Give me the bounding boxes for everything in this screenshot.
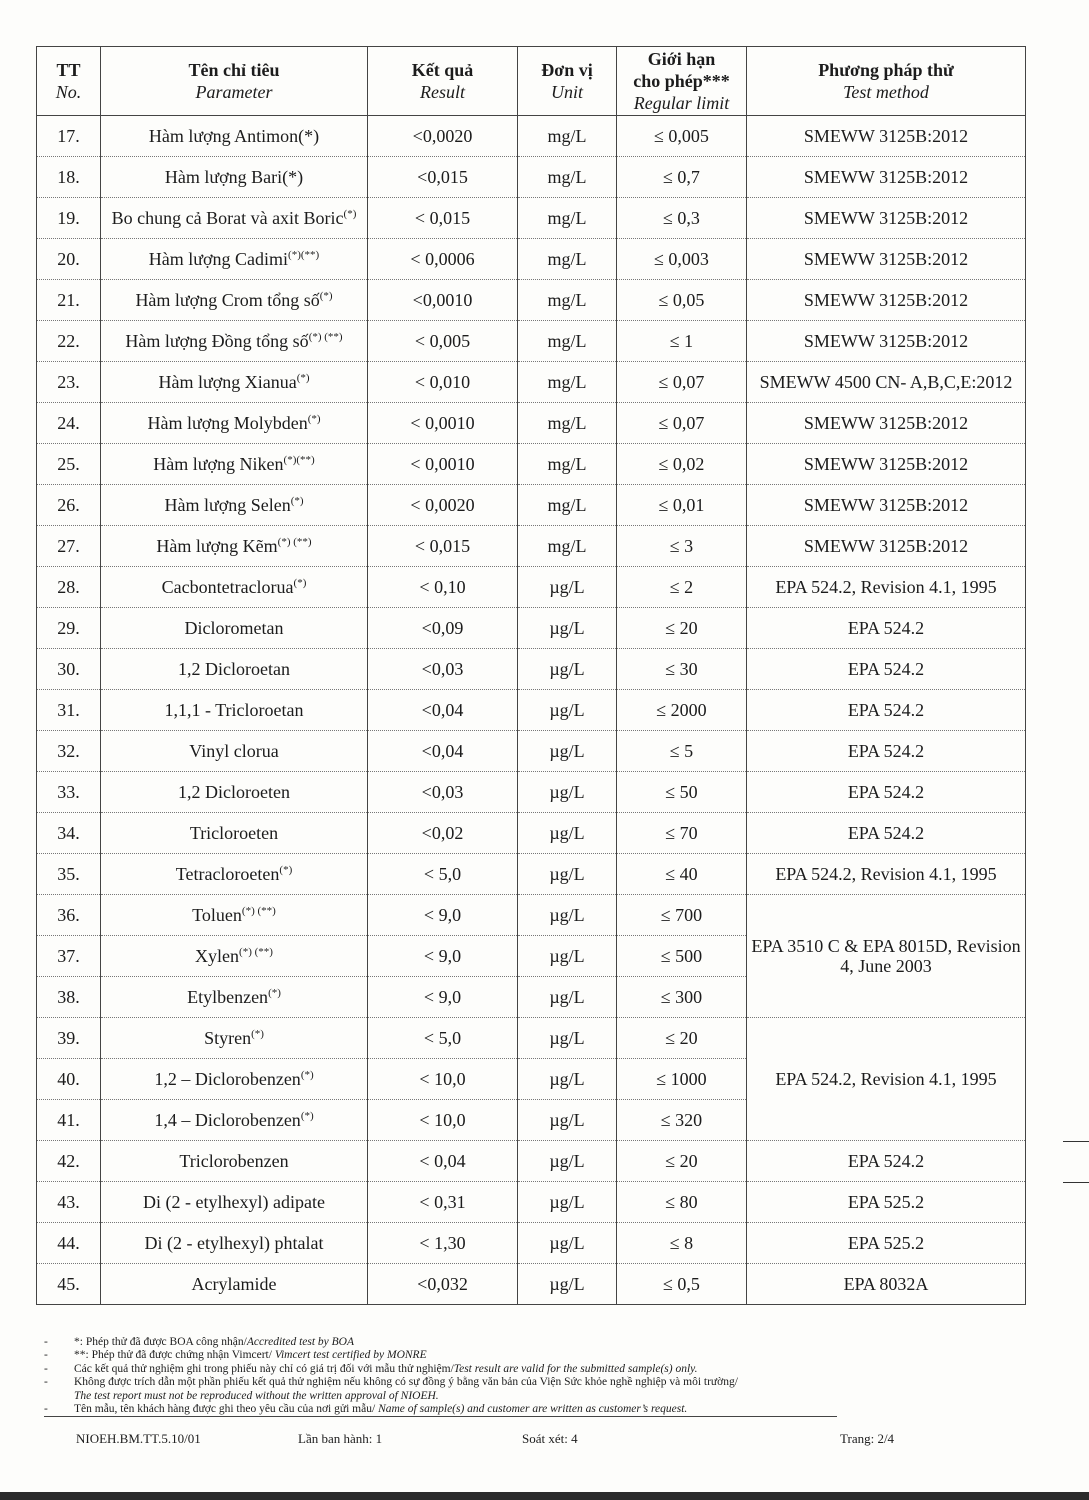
table-row [37, 362, 1026, 403]
regular-limit: ≤ 2000 [617, 690, 747, 731]
unit: mg/L [518, 485, 617, 526]
regular-limit: ≤ 8 [617, 1223, 747, 1264]
row-number: 37. [37, 936, 101, 977]
regular-limit: ≤ 40 [617, 854, 747, 895]
regular-limit: ≤ 0,01 [617, 485, 747, 526]
result-value: < 9,0 [368, 895, 518, 936]
regular-limit: ≤ 20 [617, 608, 747, 649]
footnote-marker: (*) [296, 372, 310, 384]
unit: µg/L [518, 1141, 617, 1182]
review-number: Soát xét: 4 [522, 1431, 578, 1446]
page-number: Trang: 2/4 [840, 1431, 895, 1446]
parameter-name [101, 116, 368, 157]
regular-limit: ≤ 0,7 [617, 157, 747, 198]
parameter-label: Hàm lượng Selen [164, 495, 291, 515]
test-method: EPA 524.2 [747, 731, 1026, 772]
regular-limit: ≤ 20 [617, 1141, 747, 1182]
table-row [37, 731, 1026, 772]
test-method: EPA 524.2 [747, 608, 1026, 649]
parameter-label: Hàm lượng Bari(*) [164, 167, 304, 187]
parameter-name [101, 198, 368, 239]
test-method: SMEWW 4500 CN- A,B,C,E:2012 [747, 362, 1026, 403]
table-row [37, 485, 1026, 526]
header-parameter: Tên chỉ tiêu Parameter [101, 47, 368, 116]
footnote-marker: (*)(**) [283, 454, 315, 466]
result-value: <0,04 [368, 731, 518, 772]
note-vimcert: - **: Phép thử đã được chứng nhận Vimcert/ Vimcert test certified by MONRE [44, 1349, 427, 1362]
unit: mg/L [518, 116, 617, 157]
row-number: 42. [37, 1141, 101, 1182]
header-limit: Giới hạn cho phép*** Regular limit [617, 47, 747, 116]
unit: µg/L [518, 1264, 617, 1305]
row-number: 24. [37, 403, 101, 444]
row-number: 36. [37, 895, 101, 936]
table-row [37, 1141, 1026, 1182]
result-value: < 0,31 [368, 1182, 518, 1223]
unit: mg/L [518, 280, 617, 321]
result-value: < 0,015 [368, 198, 518, 239]
unit: µg/L [518, 895, 617, 936]
parameter-name [101, 567, 368, 608]
parameter-label: Diclorometan [184, 618, 284, 638]
parameter-name [101, 977, 368, 1018]
row-number: 38. [37, 977, 101, 1018]
test-method: SMEWW 3125B:2012 [747, 157, 1026, 198]
row-number: 44. [37, 1223, 101, 1264]
parameter-label: Hàm lượng Xianua [158, 372, 297, 392]
result-value: < 5,0 [368, 854, 518, 895]
row-number: 35. [37, 854, 101, 895]
row-number: 21. [37, 280, 101, 321]
header-method: Phương pháp thử Test method [747, 47, 1026, 116]
footnote-marker: (*) [319, 290, 333, 302]
table-row [37, 116, 1026, 157]
parameter-name [101, 1059, 368, 1100]
test-method: SMEWW 3125B:2012 [747, 116, 1026, 157]
unit: mg/L [518, 198, 617, 239]
result-value: < 0,005 [368, 321, 518, 362]
unit: mg/L [518, 321, 617, 362]
test-method: SMEWW 3125B:2012 [747, 403, 1026, 444]
unit: µg/L [518, 1182, 617, 1223]
regular-limit: ≤ 0,3 [617, 198, 747, 239]
parameter-name [101, 690, 368, 731]
result-value: < 0,0010 [368, 403, 518, 444]
test-method: EPA 3510 C & EPA 8015D, Revision 4, June 2003 [747, 895, 1026, 1018]
parameter-label: Hàm lượng Cadimi [148, 249, 289, 269]
issue-number: Lần ban hành: 1 [298, 1431, 383, 1446]
regular-limit: ≤ 0,003 [617, 239, 747, 280]
test-method: SMEWW 3125B:2012 [747, 485, 1026, 526]
parameter-label: Hàm lượng Niken [153, 454, 284, 474]
row-number: 31. [37, 690, 101, 731]
result-value: < 0,0020 [368, 485, 518, 526]
unit: µg/L [518, 1059, 617, 1100]
unit: µg/L [518, 567, 617, 608]
regular-limit: ≤ 2 [617, 567, 747, 608]
footnote-marker: (*) [293, 577, 307, 589]
regular-limit: ≤ 50 [617, 772, 747, 813]
footnote-marker: (*) [300, 1110, 314, 1122]
test-method: EPA 524.2 [747, 813, 1026, 854]
result-value: < 5,0 [368, 1018, 518, 1059]
table-row [37, 895, 1026, 936]
test-method: EPA 525.2 [747, 1223, 1026, 1264]
note-customer-request: - Tên mẫu, tên khách hàng được ghi theo yêu cầu của nơi gửi mẫu/ Name of sample(s) and customer are written as customer’s request. [44, 1403, 837, 1417]
table-row [37, 321, 1026, 362]
row-number: 30. [37, 649, 101, 690]
scan-bottom-edge [0, 1492, 1089, 1500]
test-method: SMEWW 3125B:2012 [747, 198, 1026, 239]
parameter-label: Hàm lượng Kẽm [156, 536, 278, 556]
note-accredited: - *: Phép thử đã được BOA công nhận/Accredited test by BOA [44, 1336, 355, 1348]
result-value: < 0,04 [368, 1141, 518, 1182]
row-number: 17. [37, 116, 101, 157]
row-number: 23. [37, 362, 101, 403]
results-table [36, 46, 1026, 1305]
test-method: EPA 524.2 [747, 649, 1026, 690]
parameter-label: Styren [204, 1028, 252, 1048]
row-number: 20. [37, 239, 101, 280]
form-code: NIOEH.BM.TT.5.10/01 [76, 1431, 201, 1446]
result-value: <0,04 [368, 690, 518, 731]
unit: µg/L [518, 936, 617, 977]
result-value: < 0,10 [368, 567, 518, 608]
parameter-label: Hàm lượng Đồng tổng số [125, 331, 309, 351]
table-header-row [37, 47, 1026, 116]
parameter-name [101, 895, 368, 936]
table-row [37, 198, 1026, 239]
row-number: 33. [37, 772, 101, 813]
table-row [37, 649, 1026, 690]
test-method: EPA 525.2 [747, 1182, 1026, 1223]
table-row [37, 854, 1026, 895]
parameter-label: Toluen [192, 905, 242, 925]
parameter-name [101, 526, 368, 567]
unit: µg/L [518, 854, 617, 895]
parameter-label: Etylbenzen [187, 987, 269, 1007]
result-value: <0,03 [368, 772, 518, 813]
test-method: SMEWW 3125B:2012 [747, 444, 1026, 485]
result-value: <0,015 [368, 157, 518, 198]
test-method: EPA 524.2 [747, 690, 1026, 731]
regular-limit: ≤ 5 [617, 731, 747, 772]
parameter-label: Tricloroeten [189, 823, 279, 843]
result-value: < 0,0010 [368, 444, 518, 485]
parameter-label: Bo chung cả Borat và axit Boric [111, 208, 344, 228]
test-method: EPA 524.2 [747, 1141, 1026, 1182]
test-method: SMEWW 3125B:2012 [747, 239, 1026, 280]
unit: mg/L [518, 157, 617, 198]
parameter-name [101, 1182, 368, 1223]
parameter-label: Tetracloroeten [175, 864, 280, 884]
parameter-name [101, 485, 368, 526]
parameter-label: 1,2 Dicloroetan [178, 659, 290, 679]
parameter-label: 1,2 Dicloroeten [178, 782, 290, 802]
results-table-body [37, 116, 1026, 1305]
regular-limit: ≤ 700 [617, 895, 747, 936]
unit: mg/L [518, 239, 617, 280]
note-reproduction: - Không được trích dẫn một phần phiếu kết quả thử nghiệm nếu không có sự đồng ý bằng văn bản của Viện Sức khỏe nghề nghiệp và môi trường/ The test report must not be reproduced without the written approval of NIOEH. [44, 1376, 738, 1402]
result-value: < 9,0 [368, 977, 518, 1018]
row-number: 26. [37, 485, 101, 526]
parameter-label: Di (2 - etylhexyl) phtalat [144, 1233, 324, 1253]
parameter-label: 1,2 – Diclorobenzen [154, 1069, 301, 1089]
regular-limit: ≤ 0,07 [617, 362, 747, 403]
parameter-label: Cacbontetraclorua [161, 577, 294, 597]
row-number: 19. [37, 198, 101, 239]
result-value: <0,0010 [368, 280, 518, 321]
parameter-name [101, 1223, 368, 1264]
table-row [37, 690, 1026, 731]
table-row [37, 239, 1026, 280]
row-number: 18. [37, 157, 101, 198]
parameter-label: Acrylamide [191, 1274, 277, 1294]
unit: µg/L [518, 1100, 617, 1141]
table-row [37, 1264, 1026, 1305]
result-value: < 0,0006 [368, 239, 518, 280]
result-value: <0,02 [368, 813, 518, 854]
parameter-name [101, 772, 368, 813]
table-row [37, 772, 1026, 813]
result-value: < 0,010 [368, 362, 518, 403]
row-number: 22. [37, 321, 101, 362]
row-number: 32. [37, 731, 101, 772]
table-row [37, 444, 1026, 485]
parameter-name [101, 813, 368, 854]
parameter-label: Triclorobenzen [179, 1151, 289, 1171]
header-no: TT No. [37, 47, 101, 116]
row-number: 43. [37, 1182, 101, 1223]
regular-limit: ≤ 20 [617, 1018, 747, 1059]
unit: mg/L [518, 403, 617, 444]
regular-limit: ≤ 1 [617, 321, 747, 362]
table-row [37, 1018, 1026, 1059]
test-method: EPA 524.2, Revision 4.1, 1995 [747, 1018, 1026, 1141]
footnote-marker: (*) [279, 864, 293, 876]
parameter-name [101, 1100, 368, 1141]
footnote-marker: (*) [268, 987, 281, 999]
parameter-label: Di (2 - etylhexyl) adipate [143, 1192, 325, 1212]
result-value: <0,032 [368, 1264, 518, 1305]
unit: µg/L [518, 977, 617, 1018]
test-method: SMEWW 3125B:2012 [747, 321, 1026, 362]
parameter-name [101, 403, 368, 444]
table-row [37, 526, 1026, 567]
footnote-marker: (*)(**) [288, 249, 320, 261]
unit: µg/L [518, 813, 617, 854]
footnote-marker: (*) [251, 1028, 264, 1040]
header-unit: Đơn vị Unit [518, 47, 617, 116]
parameter-label: Hàm lượng Antimon(*) [148, 126, 320, 146]
table-row [37, 567, 1026, 608]
scan-edge-mark [1063, 1141, 1089, 1142]
parameter-label: Xylen [195, 946, 240, 966]
table-row [37, 1223, 1026, 1264]
parameter-label: Hàm lượng Crom tổng số [135, 290, 320, 310]
footnote-marker: (*) (**) [277, 536, 312, 548]
test-method: EPA 524.2, Revision 4.1, 1995 [747, 567, 1026, 608]
parameter-name [101, 1141, 368, 1182]
regular-limit: ≤ 0,005 [617, 116, 747, 157]
row-number: 25. [37, 444, 101, 485]
header-result: Kết quả Result [368, 47, 518, 116]
table-row [37, 280, 1026, 321]
row-number: 27. [37, 526, 101, 567]
regular-limit: ≤ 80 [617, 1182, 747, 1223]
test-method: EPA 8032A [747, 1264, 1026, 1305]
regular-limit: ≤ 1000 [617, 1059, 747, 1100]
parameter-name [101, 321, 368, 362]
regular-limit: ≤ 320 [617, 1100, 747, 1141]
row-number: 29. [37, 608, 101, 649]
note-validity: - Các kết quả thử nghiệm ghi trong phiếu này chỉ có giá trị đối với mẫu thử nghiệm/Test result are valid for the submitted sample(s) only. [44, 1362, 698, 1375]
regular-limit: ≤ 0,02 [617, 444, 747, 485]
parameter-name [101, 731, 368, 772]
parameter-name [101, 1264, 368, 1305]
regular-limit: ≤ 0,05 [617, 280, 747, 321]
result-value: < 10,0 [368, 1059, 518, 1100]
unit: µg/L [518, 608, 617, 649]
parameter-name [101, 936, 368, 977]
parameter-label: Vinyl clorua [189, 741, 279, 761]
result-value: <0,09 [368, 608, 518, 649]
parameter-name [101, 608, 368, 649]
row-number: 28. [37, 567, 101, 608]
result-value: < 1,30 [368, 1223, 518, 1264]
unit: µg/L [518, 690, 617, 731]
row-number: 39. [37, 1018, 101, 1059]
unit: mg/L [518, 444, 617, 485]
table-row [37, 813, 1026, 854]
page-footer [76, 1431, 966, 1449]
test-method: EPA 524.2, Revision 4.1, 1995 [747, 854, 1026, 895]
table-row [37, 608, 1026, 649]
unit: µg/L [518, 649, 617, 690]
unit: mg/L [518, 526, 617, 567]
footnote-marker: (*) (**) [308, 331, 343, 343]
regular-limit: ≤ 0,5 [617, 1264, 747, 1305]
regular-limit: ≤ 500 [617, 936, 747, 977]
regular-limit: ≤ 30 [617, 649, 747, 690]
test-method: EPA 524.2 [747, 772, 1026, 813]
footnote-marker: (*) [307, 413, 321, 425]
unit: mg/L [518, 362, 617, 403]
unit: µg/L [518, 772, 617, 813]
result-value: < 0,015 [368, 526, 518, 567]
unit: µg/L [518, 1018, 617, 1059]
result-value: <0,0020 [368, 116, 518, 157]
regular-limit: ≤ 3 [617, 526, 747, 567]
footnote-marker: (*) (**) [241, 905, 276, 917]
footnotes [44, 1336, 974, 1417]
result-value: <0,03 [368, 649, 518, 690]
table-row [37, 157, 1026, 198]
parameter-name [101, 444, 368, 485]
table-row [37, 403, 1026, 444]
result-value: < 10,0 [368, 1100, 518, 1141]
scan-edge-mark [1063, 1182, 1089, 1183]
footnote-marker: (*) [290, 495, 304, 507]
regular-limit: ≤ 70 [617, 813, 747, 854]
row-number: 34. [37, 813, 101, 854]
footnote-marker: (*) [300, 1069, 314, 1081]
parameter-name [101, 649, 368, 690]
parameter-name [101, 1018, 368, 1059]
row-number: 41. [37, 1100, 101, 1141]
row-number: 45. [37, 1264, 101, 1305]
row-number: 40. [37, 1059, 101, 1100]
parameter-name [101, 239, 368, 280]
result-value: < 9,0 [368, 936, 518, 977]
table-row [37, 1182, 1026, 1223]
parameter-label: 1,1,1 - Tricloroetan [164, 700, 304, 720]
parameter-label: Hàm lượng Molybden [147, 413, 308, 433]
parameter-name [101, 280, 368, 321]
footnote-marker: (*) (**) [239, 946, 273, 958]
parameter-name [101, 157, 368, 198]
regular-limit: ≤ 300 [617, 977, 747, 1018]
parameter-name [101, 362, 368, 403]
unit: µg/L [518, 731, 617, 772]
unit: µg/L [518, 1223, 617, 1264]
parameter-name [101, 854, 368, 895]
test-method: SMEWW 3125B:2012 [747, 280, 1026, 321]
parameter-label: 1,4 – Diclorobenzen [154, 1110, 301, 1130]
footnote-marker: (*) [343, 208, 357, 220]
test-method: SMEWW 3125B:2012 [747, 526, 1026, 567]
regular-limit: ≤ 0,07 [617, 403, 747, 444]
